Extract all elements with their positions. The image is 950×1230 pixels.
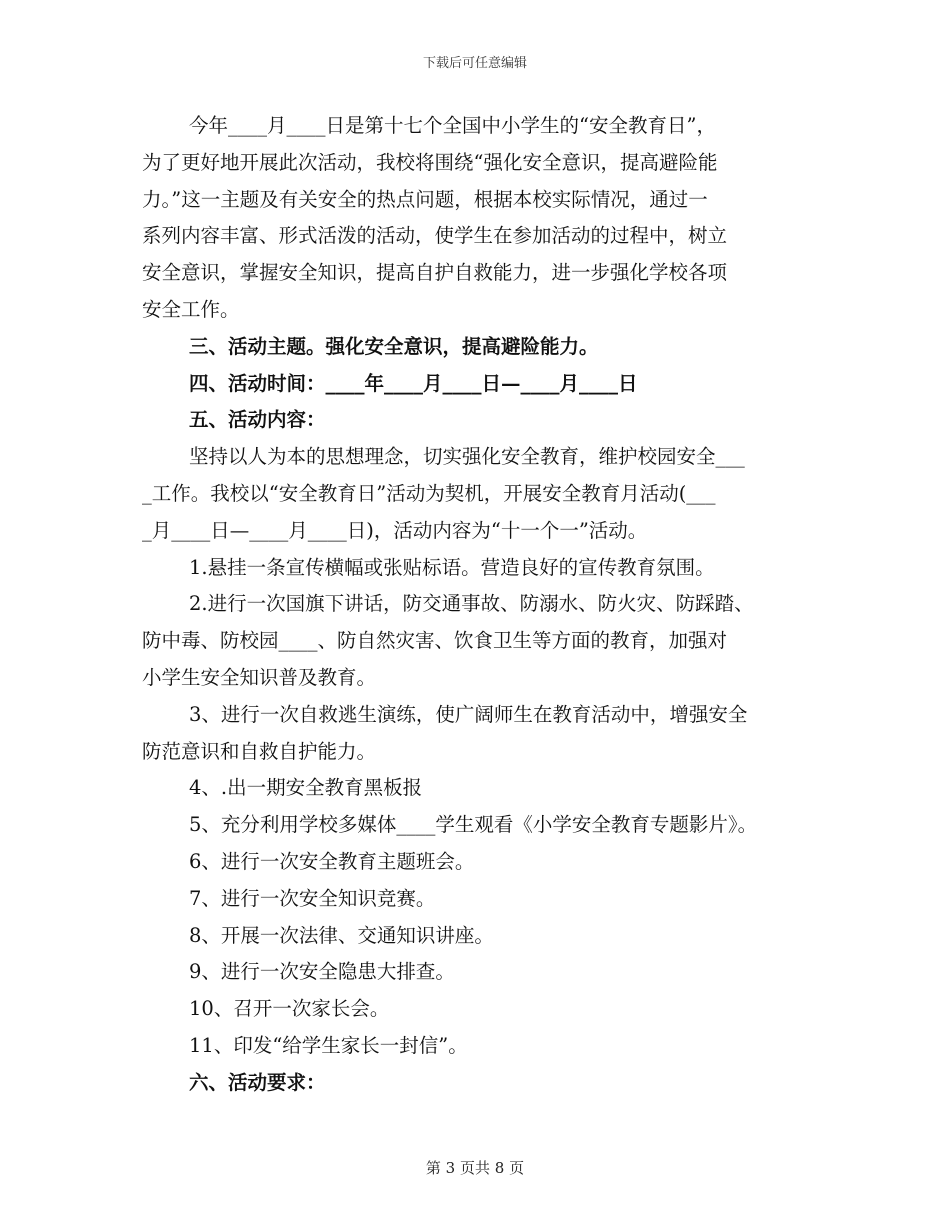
list-item: 6、进行一次安全教育主题班会。 (189, 849, 475, 873)
list-item: 10、召开一次家长会。 (189, 997, 390, 1021)
document-body (142, 108, 812, 1102)
content-line: _工作。我校以“安全教育日”活动为契机，开展安全教育月活动(___ (142, 481, 716, 505)
list-item: 9、进行一次安全隐患大排查。 (189, 960, 455, 984)
intro-line: 安全工作。 (142, 297, 240, 321)
list-item-continued: 小学生安全知识普及教育。 (142, 665, 377, 689)
list-item: 7、进行一次安全知识竞赛。 (189, 886, 436, 910)
page-footer: 第 3 页共 8 页 (425, 1159, 525, 1177)
intro-line: 为了更好地开展此次活动，我校将围绕“强化安全意识，提高避险能 (142, 150, 718, 174)
list-item: 3、进行一次自救逃生演练，使广阔师生在教育活动中，增强安全 (189, 702, 748, 726)
list-item: 11、印发“给学生家长一封信”。 (189, 1033, 468, 1057)
section-heading-content: 五、活动内容： (189, 408, 326, 432)
section-heading-theme: 三、活动主题。强化安全意识，提高避险能力。 (189, 334, 599, 358)
intro-line: 今年____月____日是第十七个全国中小学生的“安全教育日”， (189, 114, 716, 137)
page-header: 下载后可任意编辑 (422, 56, 527, 71)
intro-line: 力。”这一主题及有关安全的热点问题，根据本校实际情况，通过一 (142, 187, 708, 211)
intro-line: 系列内容丰富、形式活泼的活动，使学生在参加活动的过程中，树立 (142, 224, 728, 248)
section-heading-requirements: 六、活动要求： (189, 1070, 326, 1094)
content-line: 坚持以人为本的思想理念，切实强化安全教育，维护校园安全___ (189, 445, 745, 469)
list-item-continued: 防中毒、防校园____、防自然灾害、饮食卫生等方面的教育，加强对 (142, 629, 728, 653)
list-item: 8、开展一次法律、交通知识讲座。 (189, 923, 494, 947)
section-heading-time: 四、活动时间：____年____月____日—____月____日 (189, 371, 638, 395)
list-item: 5、充分利用学校多媒体____学生观看《小学安全教育专题影片》。 (189, 813, 758, 837)
list-item: 4、.出一期安全教育黑板报 (189, 776, 423, 800)
list-item: 2.进行一次国旗下讲话，防交通事故、防溺水、防火灾、防踩踏、 (189, 592, 754, 616)
list-item: 1.悬挂一条宣传横幅或张贴标语。营造良好的宣传教育氛围。 (189, 555, 715, 579)
intro-line: 安全意识，掌握安全知识，提高自护自救能力，进一步强化学校各项 (142, 261, 728, 285)
list-item-continued: 防范意识和自救自护能力。 (142, 739, 377, 763)
content-line: _月____日—____月____日)，活动内容为“十一个一”活动。 (142, 518, 648, 542)
